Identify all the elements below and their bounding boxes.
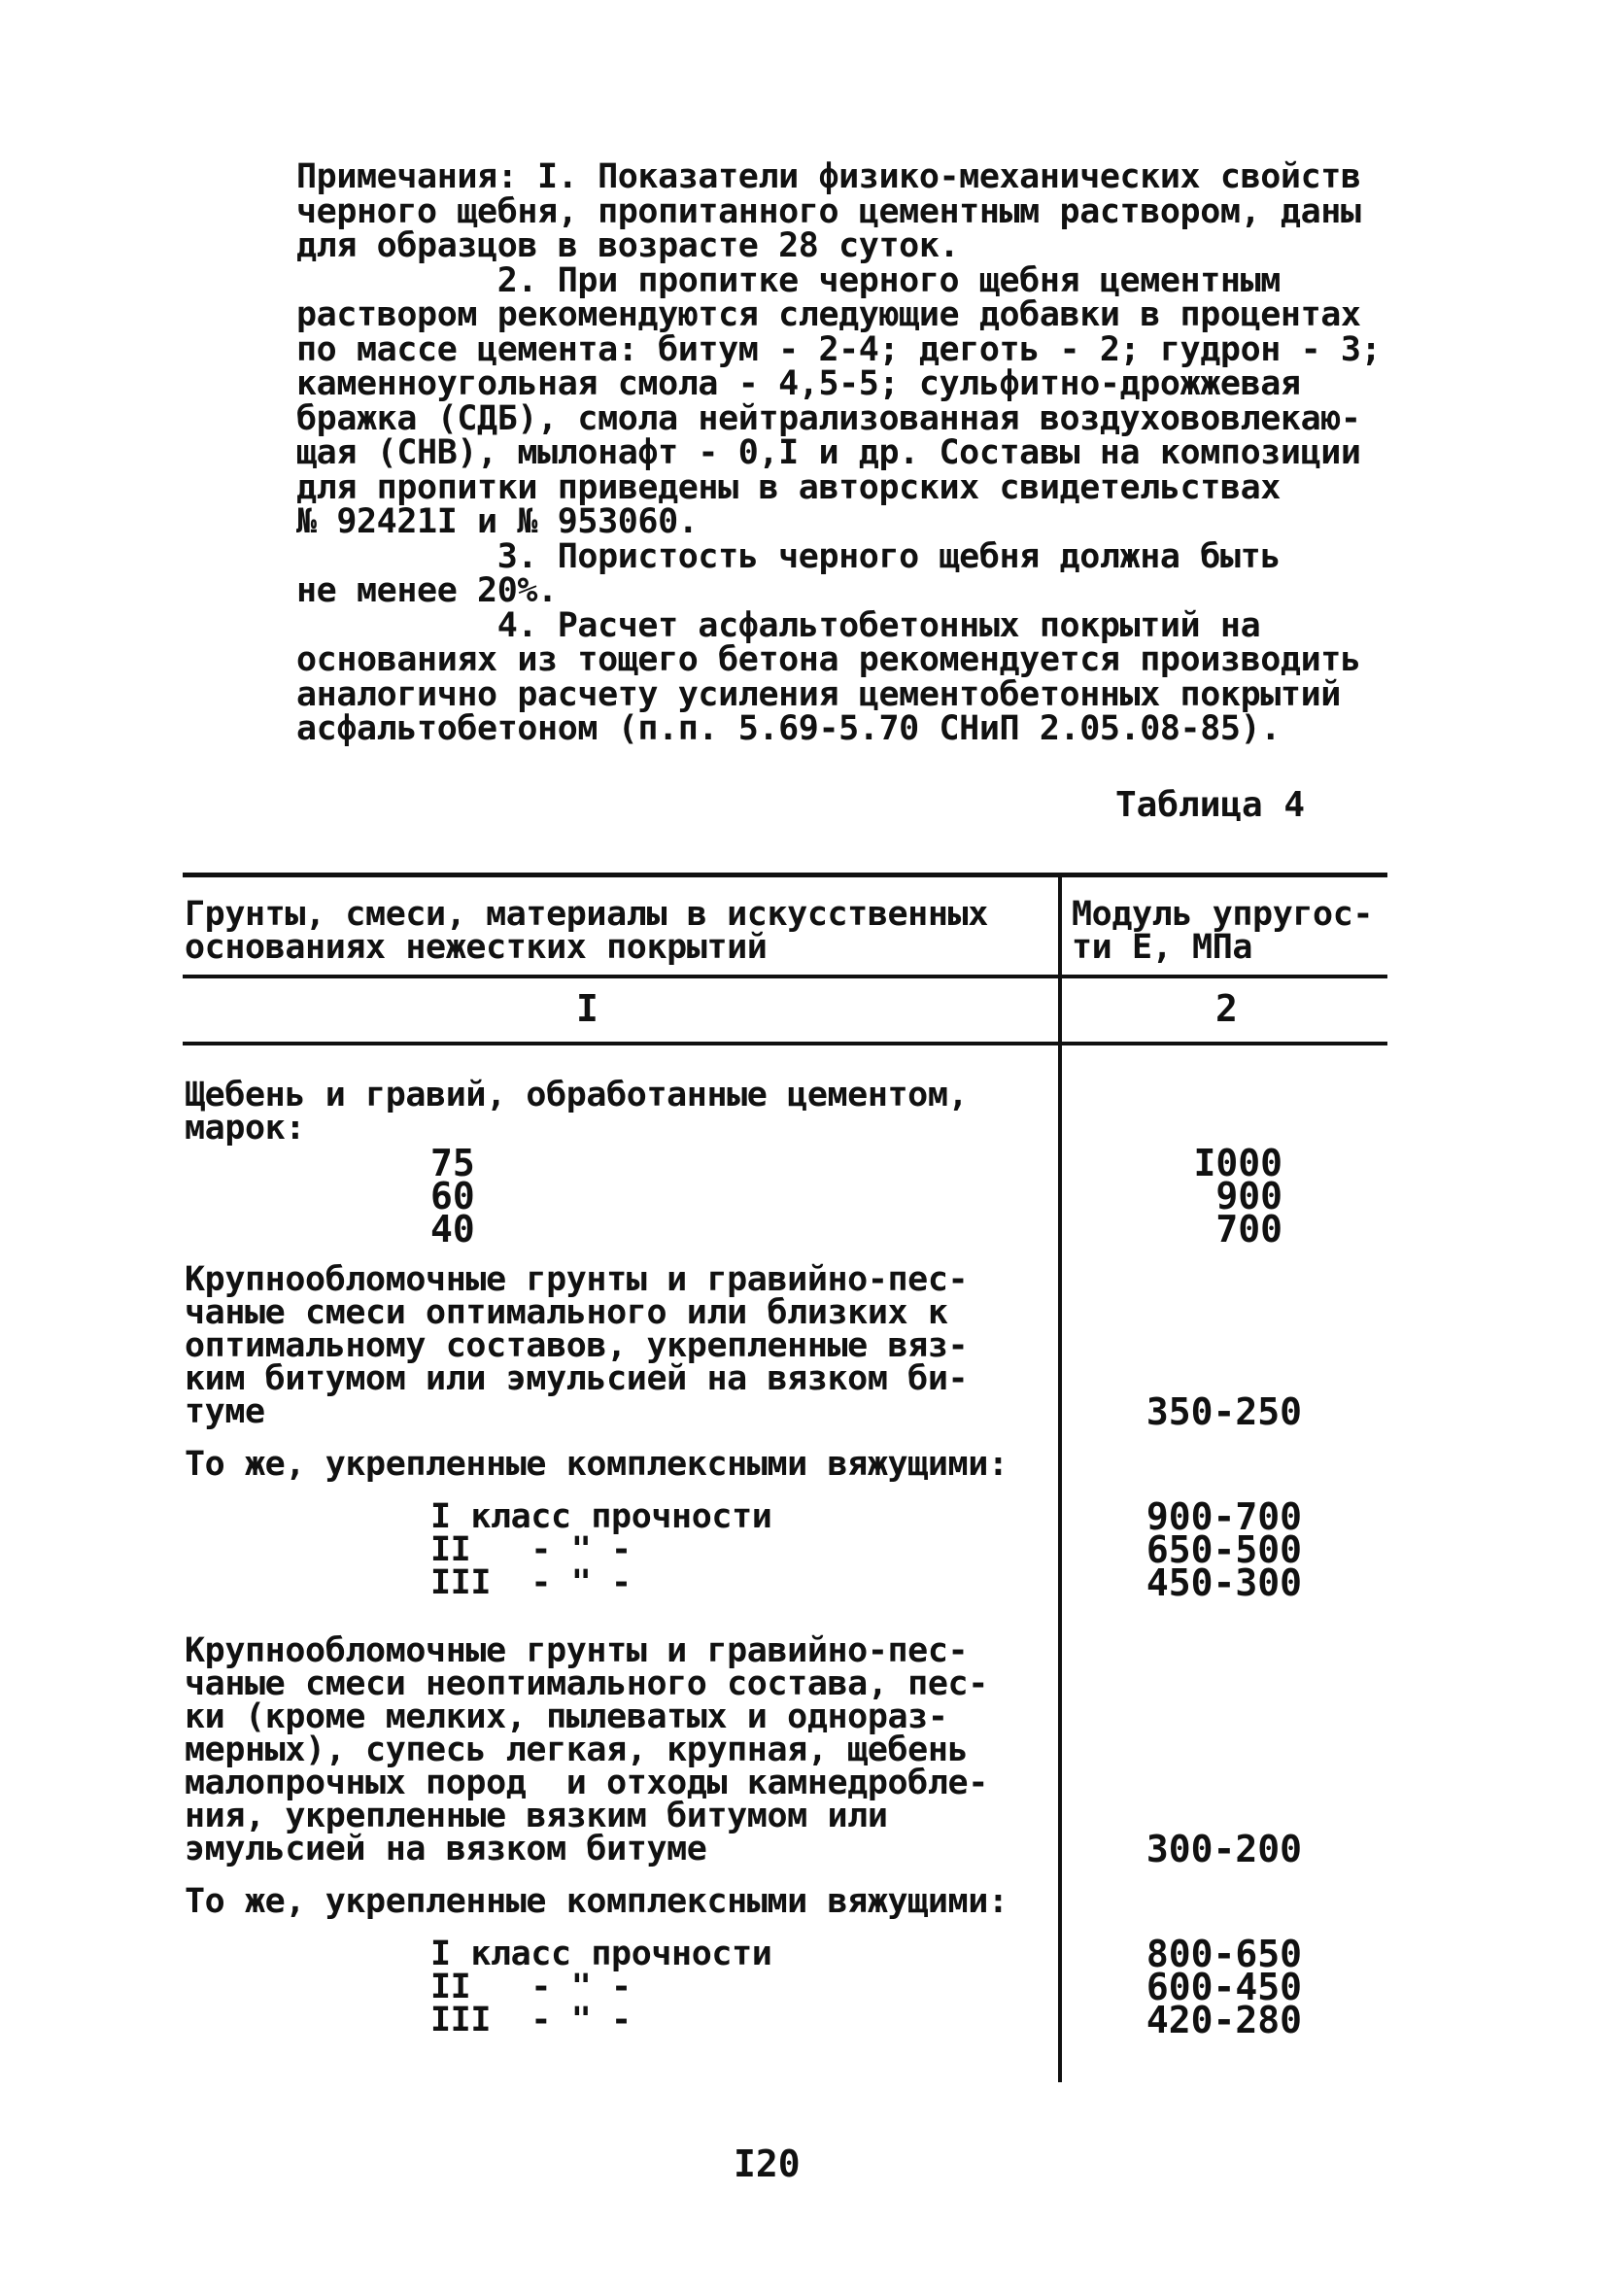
note-line: черного щебня, пропитанного цементным раствором, даны [296, 191, 1361, 231]
column-number-1: I [576, 987, 598, 1030]
header-col2-line: Модуль упругос- [1072, 895, 1374, 934]
row-text: ким битумом или эмульсией на вязком би- [185, 1359, 969, 1398]
note-line: для образцов в возрасте 28 суток. [296, 226, 960, 265]
modulus-value: 900 [1215, 1175, 1282, 1217]
note-line: асфальтобетоном (п.п. 5.69-5.70 СНиП 2.05.08-85). [296, 709, 1281, 748]
row-text: чаные смеси оптимального или близких к [185, 1293, 948, 1332]
note-line: основаниях из тощего бетона рекомендуется производить [296, 640, 1361, 679]
note-line: 4. Расчет асфальтобетонных покрытий на [296, 605, 1261, 645]
note-line: Примечания: I. Показатели физико-механических свойств [296, 157, 1361, 196]
strength-class-label: II - " - [430, 1968, 632, 2006]
modulus-value: 650-500 [1145, 1528, 1302, 1571]
table-title: Таблица 4 [1115, 785, 1306, 825]
row-text: ки (кроме мелких, пылеватых и однораз- [185, 1697, 948, 1736]
grade-label: 60 [430, 1175, 475, 1217]
row-text: чаные смеси неоптимального состава, пес- [185, 1664, 988, 1703]
page-number: I20 [734, 2142, 801, 2185]
row-text: малопрочных пород и отходы камнедробле- [185, 1764, 988, 1802]
row-text: эмульсией на вязком битуме [185, 1830, 707, 1868]
row-text: Щебень и гравий, обработанные цементом, [185, 1076, 969, 1114]
note-line: по массе цемента: битум - 2-4; деготь - 2; гудрон - 3; [296, 329, 1382, 369]
row-text: То же, укрепленные комплексными вяжущими: [185, 1882, 1009, 1921]
strength-class-label: I класс прочности [430, 1497, 772, 1536]
row-text: Крупнообломочные грунты и гравийно-пес- [185, 1631, 969, 1670]
notes-block [296, 157, 1409, 748]
grade-label: 75 [430, 1142, 475, 1184]
note-line: щая (СНВ), мылонафт - 0,I и др. Составы на композиции [296, 433, 1361, 472]
note-line: каменноугольная смола - 4,5-5; сульфитно-дрожжевая [296, 364, 1301, 403]
strength-class-label: III - " - [430, 2001, 632, 2039]
row-text: оптимальному составов, укрепленные вяз- [185, 1326, 969, 1365]
modulus-value: 800-650 [1145, 1933, 1302, 1975]
modulus-value: 900-700 [1145, 1495, 1302, 1538]
note-line: аналогично расчету усиления цементобетонных покрытий [296, 674, 1341, 714]
modulus-value: 450-300 [1145, 1561, 1302, 1604]
header-col1-line: основаниях нежестких покрытий [185, 928, 768, 967]
note-line: 3. Пористость черного щебня должна быть [296, 536, 1281, 576]
modulus-value: 700 [1215, 1208, 1282, 1251]
modulus-value: I000 [1193, 1142, 1282, 1184]
row-text: туме [185, 1392, 265, 1431]
row-text: мерных), супесь легкая, крупная, щебень [185, 1731, 969, 1769]
strength-class-label: I класс прочности [430, 1935, 772, 1973]
table-top-rule [183, 873, 1387, 877]
modulus-value: 300-200 [1145, 1828, 1302, 1870]
note-line: 2. При пропитке черного щебня цементным [296, 260, 1281, 300]
table-header-rule [183, 975, 1387, 978]
row-text: Крупнообломочные грунты и гравийно-пес- [185, 1260, 969, 1299]
note-line: для пропитки приведены в авторских свидетельствах [296, 467, 1281, 507]
note-line: бражка (СДБ), смола нейтрализованная воздухововлекаю- [296, 398, 1361, 438]
row-text: ния, укрепленные вязким битумом или [185, 1797, 888, 1835]
header-col1-line: Грунты, смеси, материалы в искусственных [185, 895, 988, 934]
strength-class-label: III - " - [430, 1563, 632, 1602]
table-colnum-rule [183, 1042, 1387, 1045]
note-line: раствором рекомендуются следующие добавки в процентах [296, 295, 1361, 334]
modulus-value: 600-450 [1145, 1966, 1302, 2008]
row-text: марок: [185, 1109, 306, 1148]
modulus-value: 350-250 [1145, 1390, 1302, 1433]
modulus-value: 420-280 [1145, 1999, 1302, 2041]
table-column-divider [1058, 873, 1062, 2082]
header-col2-line: ти Е, МПа [1072, 928, 1253, 967]
grade-label: 40 [430, 1208, 475, 1251]
strength-class-label: II - " - [430, 1530, 632, 1569]
column-number-2: 2 [1215, 987, 1238, 1030]
note-line: № 92421I и № 953060. [296, 502, 699, 541]
row-text: То же, укрепленные комплексными вяжущими: [185, 1445, 1009, 1484]
note-line: не менее 20%. [296, 571, 558, 610]
